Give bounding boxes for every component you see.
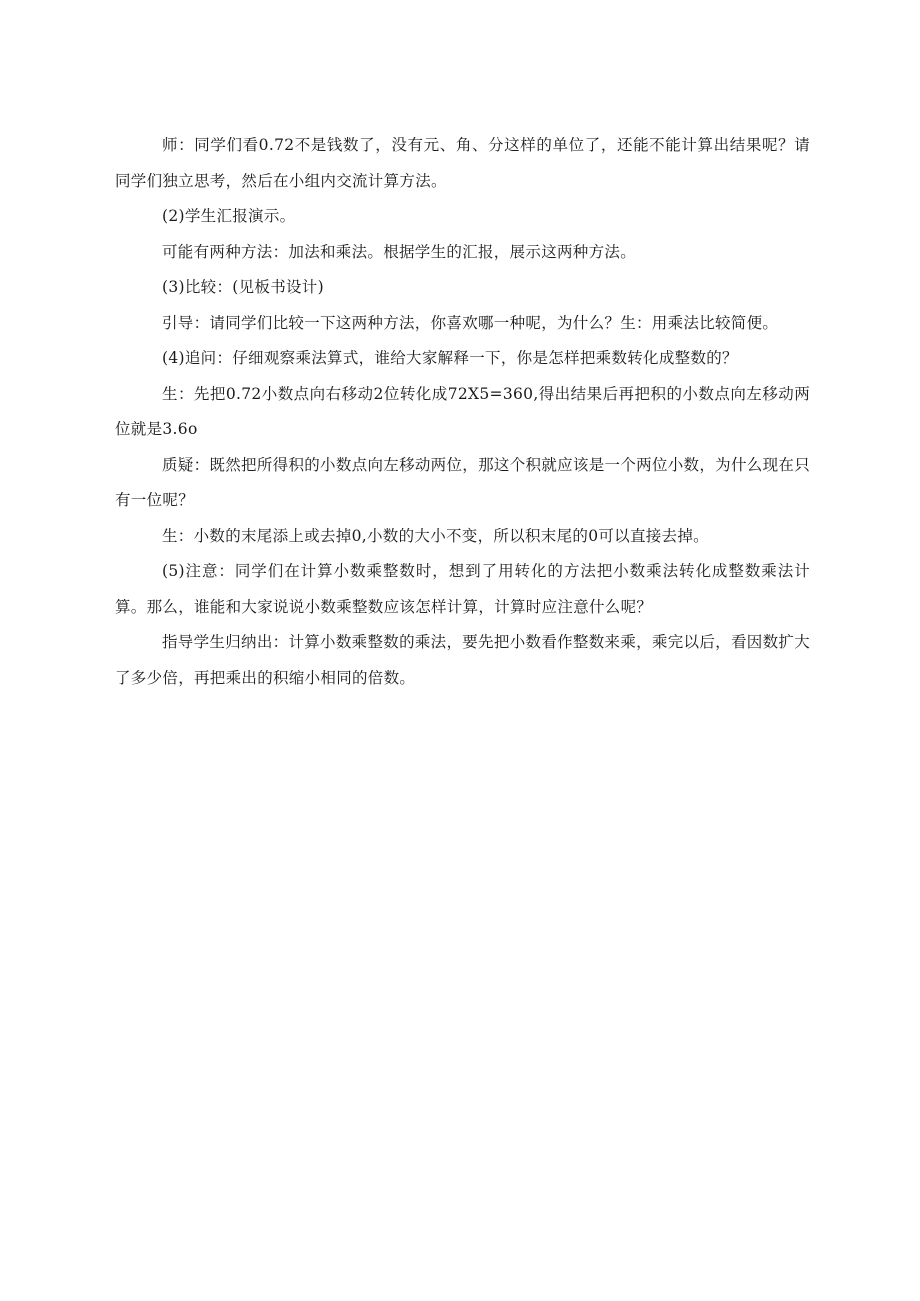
paragraph-student-explanation: 生：小数的末尾添上或去掉0,小数的大小不变，所以积末尾的0可以直接去掉。 [162,526,709,545]
paragraph-student-answer: 生：先把0.72小数点向右移动2位转化成72X5=360,得出结果后再把积的小数点向左移动两位就是3.6o [115,384,810,438]
paragraph-step-4: (4)追问：仔细观察乘法算式，谁给大家解释一下，你是怎样把乘数转化成整数的？ [162,349,738,367]
paragraph-step-5: (5)注意：同学们在计算小数乘整数时，想到了用转化的方法把小数乘法转化成整数乘法计算。那么，谁能和大家说说小数乘整数应该怎样计算，计算时应注意什么呢？ [115,562,810,616]
paragraph-step-2: (2)学生汇报演示。 [162,207,296,225]
paragraph-question: 质疑：既然把所得积的小数点向左移动两位，那这个积就应该是一个两位小数，为什么现在只有一位呢？ [115,455,810,509]
paragraph-guidance: 引导：请同学们比较一下这两种方法，你喜欢哪一种呢，为什么？生：用乘法比较简便。 [162,313,779,332]
paragraph-summary: 指导学生归纳出：计算小数乘整数的乘法，要先把小数看作整数来乘，乘完以后，看因数扩大了多少倍，再把乘出的积缩小相同的倍数。 [115,633,810,687]
paragraph-step-3: (3)比较：(见板书设计) [162,278,324,296]
paragraph-two-methods: 可能有两种方法：加法和乘法。根据学生的汇报，展示这两种方法。 [162,242,637,261]
document-body [115,128,810,696]
paragraph-teacher-question: 师：同学们看0.72不是钱数了，没有元、角、分这样的单位了，还能不能计算出结果呢？请同学们独立思考，然后在小组内交流计算方法。 [115,136,810,190]
